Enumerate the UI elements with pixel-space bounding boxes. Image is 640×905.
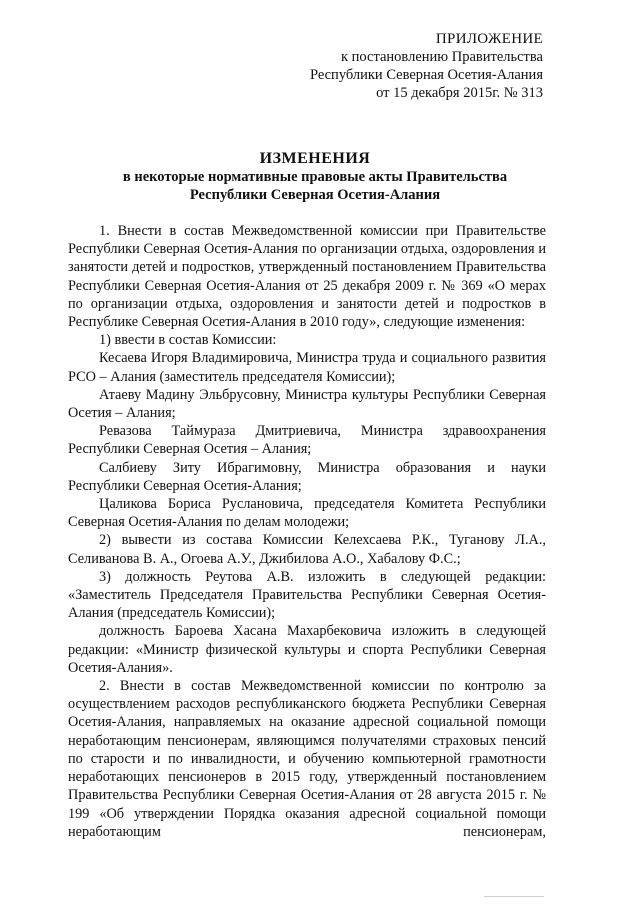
document-body: [68, 222, 546, 841]
paragraph-1: 1. Внести в состав Межведомственной комиссии при Правительстве Республики Северная Осетия-Алания по организации отдыха, оздоровления и занятости детей и подростков, утвержденный постановлением Правительства Республики Северная Осетия-Алания от 25 декабря 2009 г. № 369 «О мерах по организации отдыха, оздоровления и занятости детей и подростков в Республике Северная Осетия-Алания в 2010 году», следующие изменения:: [68, 223, 546, 331]
appendix-line-3: от 15 декабря 2015г. № 313: [376, 85, 543, 101]
scan-edge-mark: [484, 896, 544, 897]
paragraph-10: должность Бароева Хасана Махарбековича изложить в следующей редакции: «Министр физической культуры и спорта Республики Северная Осетия-Алания».: [68, 623, 546, 676]
paragraph-6: Салбиеву Зиту Ибрагимовну, Министра образования и науки Республики Северная Осетия-Алания;: [68, 459, 546, 494]
appendix-line-1: к постановлению Правительства: [341, 49, 543, 65]
appendix-heading: ПРИЛОЖЕНИЕ: [435, 31, 543, 47]
paragraph-7: Цаликова Бориса Руслановича, председателя Комитета Республики Северная Осетия-Алания по делам молодежи;: [68, 496, 546, 531]
paragraph-4: Атаеву Мадину Эльбрусовну, Министра культуры Республики Северная Осетия – Алания;: [68, 386, 546, 422]
title-line-1: в некоторые нормативные правовые акты Правительства: [122, 169, 508, 185]
appendix-line-2: Республики Северная Осетия-Алания: [309, 67, 543, 83]
paragraph-2: 1) ввести в состав Комиссии:: [99, 332, 277, 349]
title-main: ИЗМЕНЕНИЯ: [259, 150, 371, 167]
paragraph-5: Ревазова Таймураза Дмитриевича, Министра здравоохранения Республики Северная Осетия – Алания;: [68, 423, 546, 458]
document-title: [60, 150, 570, 204]
paragraph-9: 3) должность Реутова А.В. изложить в следующей редакции: «Заместитель Председателя Правительства Республики Северная Осетия-Алания (председатель Комиссии);: [68, 568, 546, 622]
paragraph-11: 2. Внести в состав Межведомственной комиссии по контролю за осуществлением расходов республиканского бюджета Республики Северная Осетия-Алания, направляемых на оказание адресной социальной помощи неработающим пенсионерам, являющимся получателями страховых пенсий по старости и по инвалидности, и обучению компьютерной грамотности неработающих пенсионеров в 2015 году, утвержденный постановлением Правительства Республики Северная Осетия-Алания от 28 августа 2015 г. № 199 «Об утверждении Порядка оказания адресной социальной помощи неработающим пенсионерам,: [68, 678, 546, 840]
paragraph-3: Кесаева Игоря Владимировича, Министра труда и социального развития РСО – Алания (заместитель председателя Комиссии);: [68, 350, 546, 385]
appendix-block: [270, 30, 543, 102]
paragraph-8: 2) вывести из состава Комиссии Келехсаева Р.К., Туганову Л.А., Селиванова В. А., Огоева А.У., Джибилова А.О., Хабалову Ф.С.;: [68, 532, 546, 567]
title-line-2: Республики Северная Осетия-Алания: [189, 187, 441, 203]
